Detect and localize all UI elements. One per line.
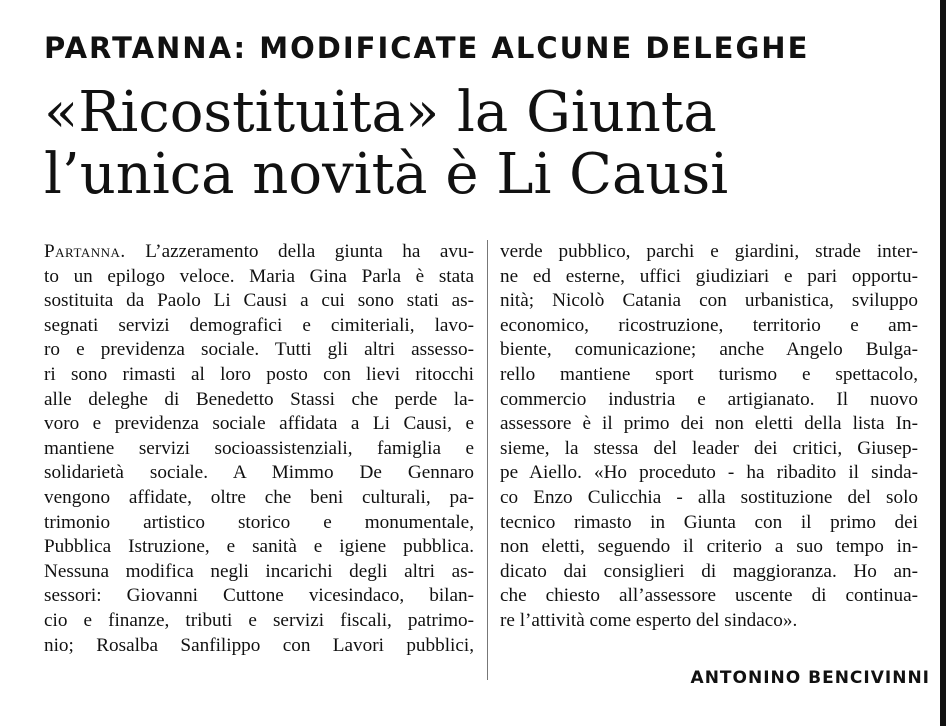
body-line: biente, comunicazione; anche Angelo Bulga- — [500, 339, 918, 361]
body-line: mantiene servizi socioassistenziali, famiglia e — [44, 437, 474, 459]
body-line: sieme, la stessa del leader dei critici, Giusep- — [500, 437, 918, 459]
body-line: ri sono rimasti al loro posto con lievi ritocchi — [44, 363, 474, 385]
body-line: non eletti, seguendo il criterio a suo tempo in- — [500, 536, 918, 558]
body-line: dicato dai consiglieri di maggioranza. Ho an- — [500, 560, 918, 582]
body-line: sessori: Giovanni Cuttone vicesindaco, bilan- — [44, 585, 474, 607]
body-line: voro e previdenza sociale affidata a Li Causi, e — [44, 413, 474, 435]
main-headline — [44, 82, 924, 206]
body-line: ne ed esterne, uffici giudiziari e pari opportu- — [500, 265, 918, 287]
body-line: vengono affidate, oltre che beni culturali, pa- — [44, 486, 474, 508]
body-line: rello mantiene sport turismo e spettacolo, — [500, 363, 918, 385]
headline-line-2: l’unica novità è Li Causi — [44, 142, 729, 207]
body-line: segnati servizi demografici e cimiteriali, lavo- — [44, 314, 474, 336]
body-line: nio; Rosalba Sanfilippo con Lavori pubblici, — [44, 634, 474, 656]
body-line: to un epilogo veloce. Maria Gina Parla è stata — [44, 265, 474, 287]
body-line: alle deleghe di Benedetto Stassi che perde la- — [44, 388, 474, 410]
body-line: tecnico rimasto in Giunta con il primo dei — [500, 511, 918, 533]
body-line: che chiesto all’assessore uscente di continua- — [500, 585, 918, 607]
body-line: solidarietà sociale. A Mimmo De Gennaro — [44, 462, 474, 484]
page-edge-rule — [940, 0, 946, 726]
body-line: verde pubblico, parchi e giardini, strade inter- — [500, 241, 918, 262]
body-line: sostituita da Paolo Li Causi a cui sono stati as- — [44, 290, 474, 312]
byline: ANTONINO BENCIVINNI — [690, 668, 930, 688]
body-line: commercio industria e artigianato. Il nuovo — [500, 388, 918, 410]
article-column-right — [500, 240, 918, 634]
body-line: Nessuna modifica negli incarichi degli altri as- — [44, 560, 474, 582]
body-line-text: L’azzeramento della giunta ha avu- — [145, 241, 474, 262]
body-line: re l’attività come esperto del sindaco». — [500, 609, 798, 631]
body-line: trimonio artistico storico e monumentale, — [44, 511, 474, 533]
body-line: Pubblica Istruzione, e sanità e igiene pubblica. — [44, 536, 474, 558]
body-line: assessore è il primo dei non eletti della lista In- — [500, 413, 918, 435]
article-column-left — [44, 240, 474, 658]
body-line: ro e previdenza sociale. Tutti gli altri assesso- — [44, 339, 474, 361]
body-line: cio e finanze, tributi e servizi fiscali, patrimo- — [44, 609, 474, 631]
body-line: co Enzo Culicchia - alla sostituzione del solo — [500, 486, 918, 508]
headline-line-1: «Ricostituita» la Giunta — [44, 80, 717, 145]
dateline: Partanna. — [44, 241, 126, 262]
column-divider — [487, 240, 488, 680]
kicker-headline: PARTANNA: MODIFICATE ALCUNE DELEGHE — [44, 31, 810, 65]
body-line — [44, 240, 474, 265]
body-line: pe Aiello. «Ho proceduto - ha ribadito il sinda- — [500, 462, 918, 484]
body-line: economico, ricostruzione, territorio e am- — [500, 314, 918, 336]
body-line: nità; Nicolò Catania con urbanistica, sviluppo — [500, 290, 918, 312]
